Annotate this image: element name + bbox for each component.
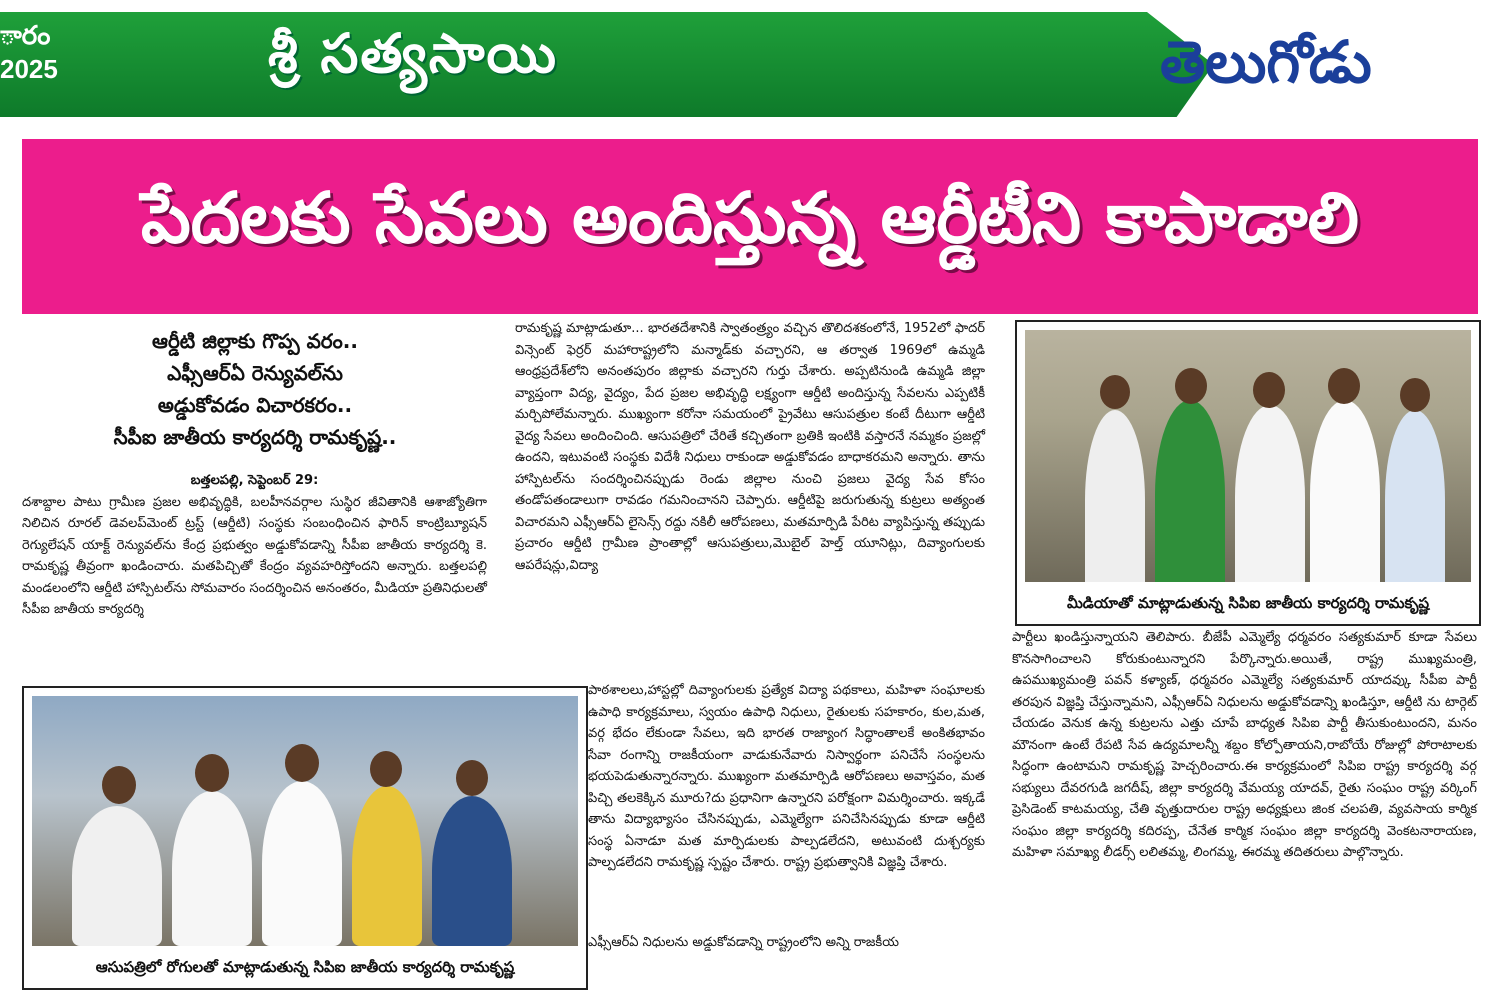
masthead-logo: తెలుగోడు	[1160, 28, 1372, 96]
date-weekday: ారం	[0, 20, 51, 50]
district-title: శ్రీ సత్యసాయి	[268, 22, 558, 85]
column-1-text: దశాబ్దాల పాటు గ్రామీణ ప్రజల అభివృద్ధికి, బలహీనవర్గాల సుస్థిర జీవితానికి ఆశాజ్యోతిగా నిలిచిన రూరల్ డెవలప్‌మెంట్ ట్రస్ట్ (ఆర్డీటి) సంస్థకు సంబంధించిన ఫారిన్ కాంట్రిబ్యూషన్ రెగ్యులేషన్ యాక్ట్ రెన్యువల్‌ను కేంద్ర ప్రభుత్వం అడ్డుకోవడాన్ని సీపీఐ జాతీయ కార్యదర్శి కె. రామకృష్ణ తీవ్రంగా ఖండించారు. మతపిచ్చితో కేంద్రం వ్యవహరిస్తోందని అన్నారు. బత్తలపల్లి మండలంలోని ఆర్డీటి హాస్పిటల్‌ను సోమవారం సందర్శించిన అనంతరం, మీడియా ప్రతినిధులతో సీపీఐ జాతీయ కార్యదర్శి	[22, 494, 487, 617]
headline-text: పేదలకు సేవలు అందిస్తున్న ఆర్డీటీని కాపాడాలి	[141, 177, 1359, 259]
photo-caption: మీడియాతో మాట్లాడుతున్న సిపిఐ జాతీయ కార్యదర్శి రామకృష్ణ	[1066, 594, 1430, 612]
dateline: బత్తలపల్లి, సెప్టెంబర్ 29:	[190, 473, 319, 488]
article-column-1	[22, 470, 487, 621]
article-column-3	[1012, 627, 1477, 864]
photo-image	[32, 696, 578, 946]
date-year: 2025	[0, 54, 58, 84]
article-column-2-top	[515, 318, 985, 576]
subheadline-line: ఆర్డీటి జిల్లాకు గొప్ప వరం..	[151, 329, 358, 353]
column-2-text-mid: పాఠశాలలు,హాస్టల్లో దివ్యాంగులకు ప్రత్యేక విద్యా పథకాలు, మహిళా సంఘాలకు ఉపాధి కార్యక్రమాలు, స్వయం ఉపాధి నిధులు, రైతులకు సహకారం, కుల,మత, వర్గ భేదం లేకుండా సేవలు, ఇది భారత రాజ్యాంగ సిద్ధాంతాలకే అంకితభావం సేవా రంగాన్ని రాజకీయంగా వాడుకునేవారు నిస్వార్థంగా పనిచేసే సంస్థలను భయపెడుతున్నారన్నారు. ముఖ్యంగా మతమార్పిడి ఆరోపణలు అవాస్తవం, మత పిచ్చి తలకెక్కిన మూరు?దు ప్రధానిగా ఉన్నారని పరోక్షంగా విమర్శించారు. ఇక్కడే తాను విద్యాభ్యాసం చేసినప్పుడు, ఎమ్మెల్యేగా పనిచేసినప్పుడు కూడా ఆర్డీటి సంస్థ ఏనాడూ మత మార్పిడులకు పాల్పడలేదని, అటువంటి దుశ్చర్యకు పాల్పడలేదని రామకృష్ణ స్పష్టం చేశారు. రాష్ట్ర ప్రభుత్వానికి విజ్ఞప్తి చేశారు.	[588, 683, 985, 870]
photo-caption: ఆసుపత్రిలో రోగులతో మాట్లాడుతున్న సిపిఐ జాతీయ కార్యదర్శి రామకృష్ణ	[95, 958, 515, 976]
headline-banner	[22, 139, 1478, 314]
subheadline-line: అడ్డుకోవడం విచారకరం..	[157, 393, 353, 417]
subheadline	[40, 325, 470, 453]
article-column-2-bottom	[588, 932, 985, 954]
photo-image	[1025, 330, 1471, 582]
column-2-text-bottom: ఎఫ్సీఆర్ఏ నిధులను అడ్డుకోవడాన్ని రాష్ట్రంలోని అన్ని రాజకీయ	[588, 935, 899, 950]
article-column-2-mid	[588, 680, 985, 874]
column-2-text-top: రామకృష్ణ మాట్లాడుతూ... భారతదేశానికి స్వాతంత్ర్యం వచ్చిన తొలిదశకంలోనే, 1952లో ఫాదర్ విన్సెంట్ ఫెర్రర్ మహారాష్ట్రలోని మన్మాడ్‌కు వచ్చారని, ఆ తర్వాత 1969లో ఉమ్మడి ఆంధ్రప్రదేశ్‌లోని అనంతపురం జిల్లాకు వచ్చారని గుర్తు చేశారు. అప్పటినుండి ఉమ్మడి జిల్లా వ్యాప్తంగా విద్య, వైద్యం, పేద ప్రజల అభివృద్ధి లక్ష్యంగా ఆర్డీటి అందిస్తున్న సేవలను ఎప్పటికీ మర్చిపోలేమన్నారు. ముఖ్యంగా కరోనా సమయంలో ప్రైవేటు ఆసుపత్రుల కంటే దీటుగా ఆర్డీటి వైద్య సేవలు అందించింది. ఆసుపత్రిలో చేరితే కచ్చితంగా బ్రతికి ఇంటికి వస్తారనే నమ్మకం ప్రజల్లో ఉందని, ఇటువంటి సంస్థకు విదేశీ నిధులు రాకుండా అడ్డుకోవడం బాధాకరమని అన్నారు. తాను హాస్పిటల్‌ను సందర్శించినప్పుడు రెండు జిల్లాల నుంచి ప్రజలు వైద్య సేవ కోసం తండోపతండాలుగా రావడం గమనించానని చెప్పారు. ఆర్డీటిపై జరుగుతున్న కుట్రలు అత్యంత విచారమని ఎఫ్సీఆర్ఏ లైసెన్స్ రద్దు నకిలీ ఆరోపణలు, మతమార్పిడి పేరిట వ్యాపిస్తున్న తప్పుడు ప్రచారం ఆర్డీటి గ్రామీణ ప్రాంతాల్లో ఆసుపత్రులు,మొబైల్ హెల్త్ యూనిట్లు, దివ్యాంగులకు ఆపరేషన్లు,విద్యా	[515, 321, 985, 573]
photo-hospital-visit	[22, 686, 588, 990]
column-3-text: పార్టీలు ఖండిస్తున్నాయని తెలిపారు. బీజేపీ ఎమ్మెల్యే ధర్మవరం సత్యకుమార్ కూడా సేవలు కొనసాగించాలని కోరుకుంటున్నారని పేర్కొన్నారు.అయితే, రాష్ట్ర ముఖ్యమంత్రి, ఉపముఖ్యమంత్రి పవన్ కళ్యాణ్, ధర్మవరం ఎమ్మెల్యే సత్యకుమార్ యాదవ్కు సీపీఐ పార్టీ తరపున విజ్ఞప్తి చేస్తున్నామని, ఎఫ్సీఆర్ఏ నిధులను అడ్డుకోవడాన్ని ఖండిస్తూ, ఆర్డీటి ను టార్గెట్ చేయడం వెనుక ఉన్న కుట్రలను ఎత్తు చూపే బాధ్యత సిపిఐ పార్టీ తీసుకుంటుందని, మనం మౌనంగా ఉంటే రేపటి సేవ ఉద్యమాలన్నీ శబ్దం కోల్పోతాయని,రాబోయే రోజుల్లో పోరాటాలకు సిద్ధంగా ఉంటామని రామకృష్ణ హెచ్చరించారు.ఈ కార్యక్రమంలో సిపిఐ రాష్ట్ర కార్యదర్శి వర్గ సభ్యులు దేవరగుడి జగదీష్, జిల్లా కార్యదర్శి వేమయ్య యాదవ్, రైతు సంఘం రాష్ట్ర వర్కింగ్ ప్రెసిడెంట్ కాటమయ్య, చేతి వృత్తుదారుల రాష్ట్ర అధ్యక్షులు జింక చలపతి, వ్యవసాయ కార్మిక సంఘం జిల్లా కార్యదర్శి కదిరప్ప, చేనేత కార్మిక సంఘం జిల్లా కార్యదర్శి వెంకటనారాయణ, మహిళా సమాఖ్య లీడర్స్ లలితమ్మ, లింగమ్మ, ఈరమ్మ తదితరులు పాల్గొన్నారు.	[1012, 630, 1477, 860]
subheadline-line: సీపీఐ జాతీయ కార్యదర్శి రామకృష్ణ..	[113, 425, 397, 449]
photo-media-briefing	[1015, 320, 1481, 626]
subheadline-line: ఎఫ్సీఆర్ఏ రెన్యువల్‌ను	[167, 361, 343, 385]
date-block	[0, 18, 58, 86]
